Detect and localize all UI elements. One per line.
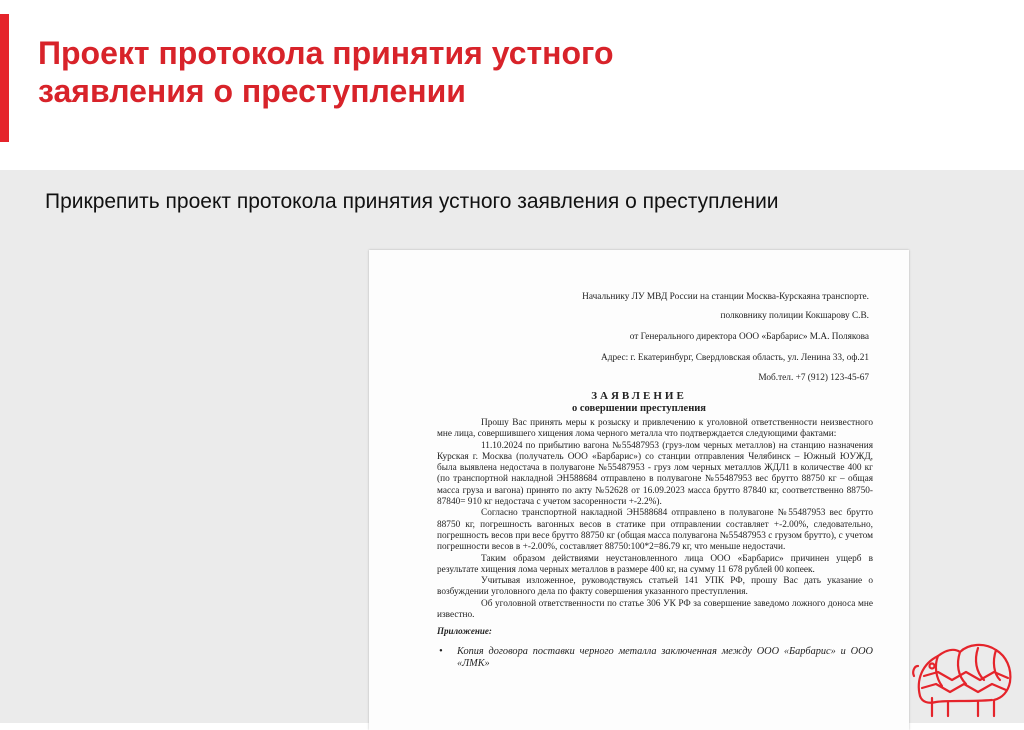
paragraph-2: 11.10.2024 по прибытию вагона №55487953 (груз-лом черных металлов) на станцию назначения Курская г. Москва (получатель ООО «Барбарис») со станции отправления Челябинск – Южный ЮУЖД, была выявлена недостача в полувагоне №55487953 - груз лом черных металлов ЖДЛ1 в количестве 400 кг (по транспортной накладной ЭН588684 отправлено в полувагоне №55487953 вес брутто 88750 кг – общая масса груза и вагона) принято по акту №52628 от 16.09.2023 масса брутто 87840 кг, соответственно 88750-87840= 910 кг недостача с учетом засоренности +-2.2%).	[437, 440, 873, 508]
attachment-item	[437, 646, 873, 670]
slide-title-line-2: заявления о преступлении	[38, 73, 466, 109]
bullet-icon: •	[439, 645, 443, 657]
document-heading: ЗАЯВЛЕНИЕ	[591, 390, 687, 402]
paragraph-1: Прошу Вас принять меры к розыску и привлечению к уголовной ответственности неизвестного мне лица, совершившего хищения лома черного металла что подтверждается следующими фактами:	[437, 418, 873, 440]
document-subheading: о совершении преступления	[572, 403, 706, 414]
addressee-line-5: Моб.тел. +7 (912) 123-45-67	[758, 373, 869, 383]
paragraph-5: Учитывая изложенное, руководствуясь статьей 141 УПК РФ, прошу Вас дать указание о возбуждении уголовного дела по факту совершения указанного преступления.	[437, 576, 873, 598]
bison-logo-icon	[908, 636, 1018, 718]
document-image	[369, 250, 909, 730]
attachments-label: Приложение:	[437, 626, 492, 637]
slide-title-line-1: Проект протокола принятия устного	[38, 35, 614, 71]
paragraph-6: Об уголовной ответственности по статье 306 УК РФ за совершение заведомо ложного доноса мне известно.	[437, 598, 873, 621]
panel-label: Прикрепить проект протокола принятия устного заявления о преступлении	[45, 190, 779, 213]
addressee-line-2: полковнику полиции Кокшарову С.В.	[720, 311, 869, 321]
paragraph-4: Таким образом действиями неустановленного лица ООО «Барбарис» причинен ущерб в результате хищения лома черных металлов в размере 400 кг, на сумму 11 678 рублей 00 копеек.	[437, 553, 873, 575]
attachment-item-text: Копия договора поставки черного металла заключенная между ООО «Барбарис» и ООО «ЛМК»	[457, 645, 873, 669]
addressee-line-3: от Генерального директора ООО «Барбарис» М.А. Полякова	[629, 332, 869, 342]
addressee-line-4: Адрес: г. Екатеринбург, Свердловская область, ул. Ленина 33, оф.21	[601, 353, 869, 363]
accent-bar	[0, 14, 9, 142]
addressee-line-1: Начальнику ЛУ МВД России на станции Москва-Курскаяна транспорте.	[582, 292, 869, 302]
paragraph-3: Согласно транспортной накладной ЭН588684 отправлено в полувагоне №55487953 вес брутто 88750 кг, погрешность вагонных весов в статике при отправлении составляет +-2.00%, следовательно, погрешность весов при весе брутто 88750 кг (общая масса полувагона №55487953 с грузом брутто), с учетом погрешности весов в +-2.00%, составляет 88750:100*2=86.79 кг, что меньше недостачи.	[437, 508, 873, 553]
document-body	[437, 418, 873, 670]
slide-title	[38, 34, 938, 110]
